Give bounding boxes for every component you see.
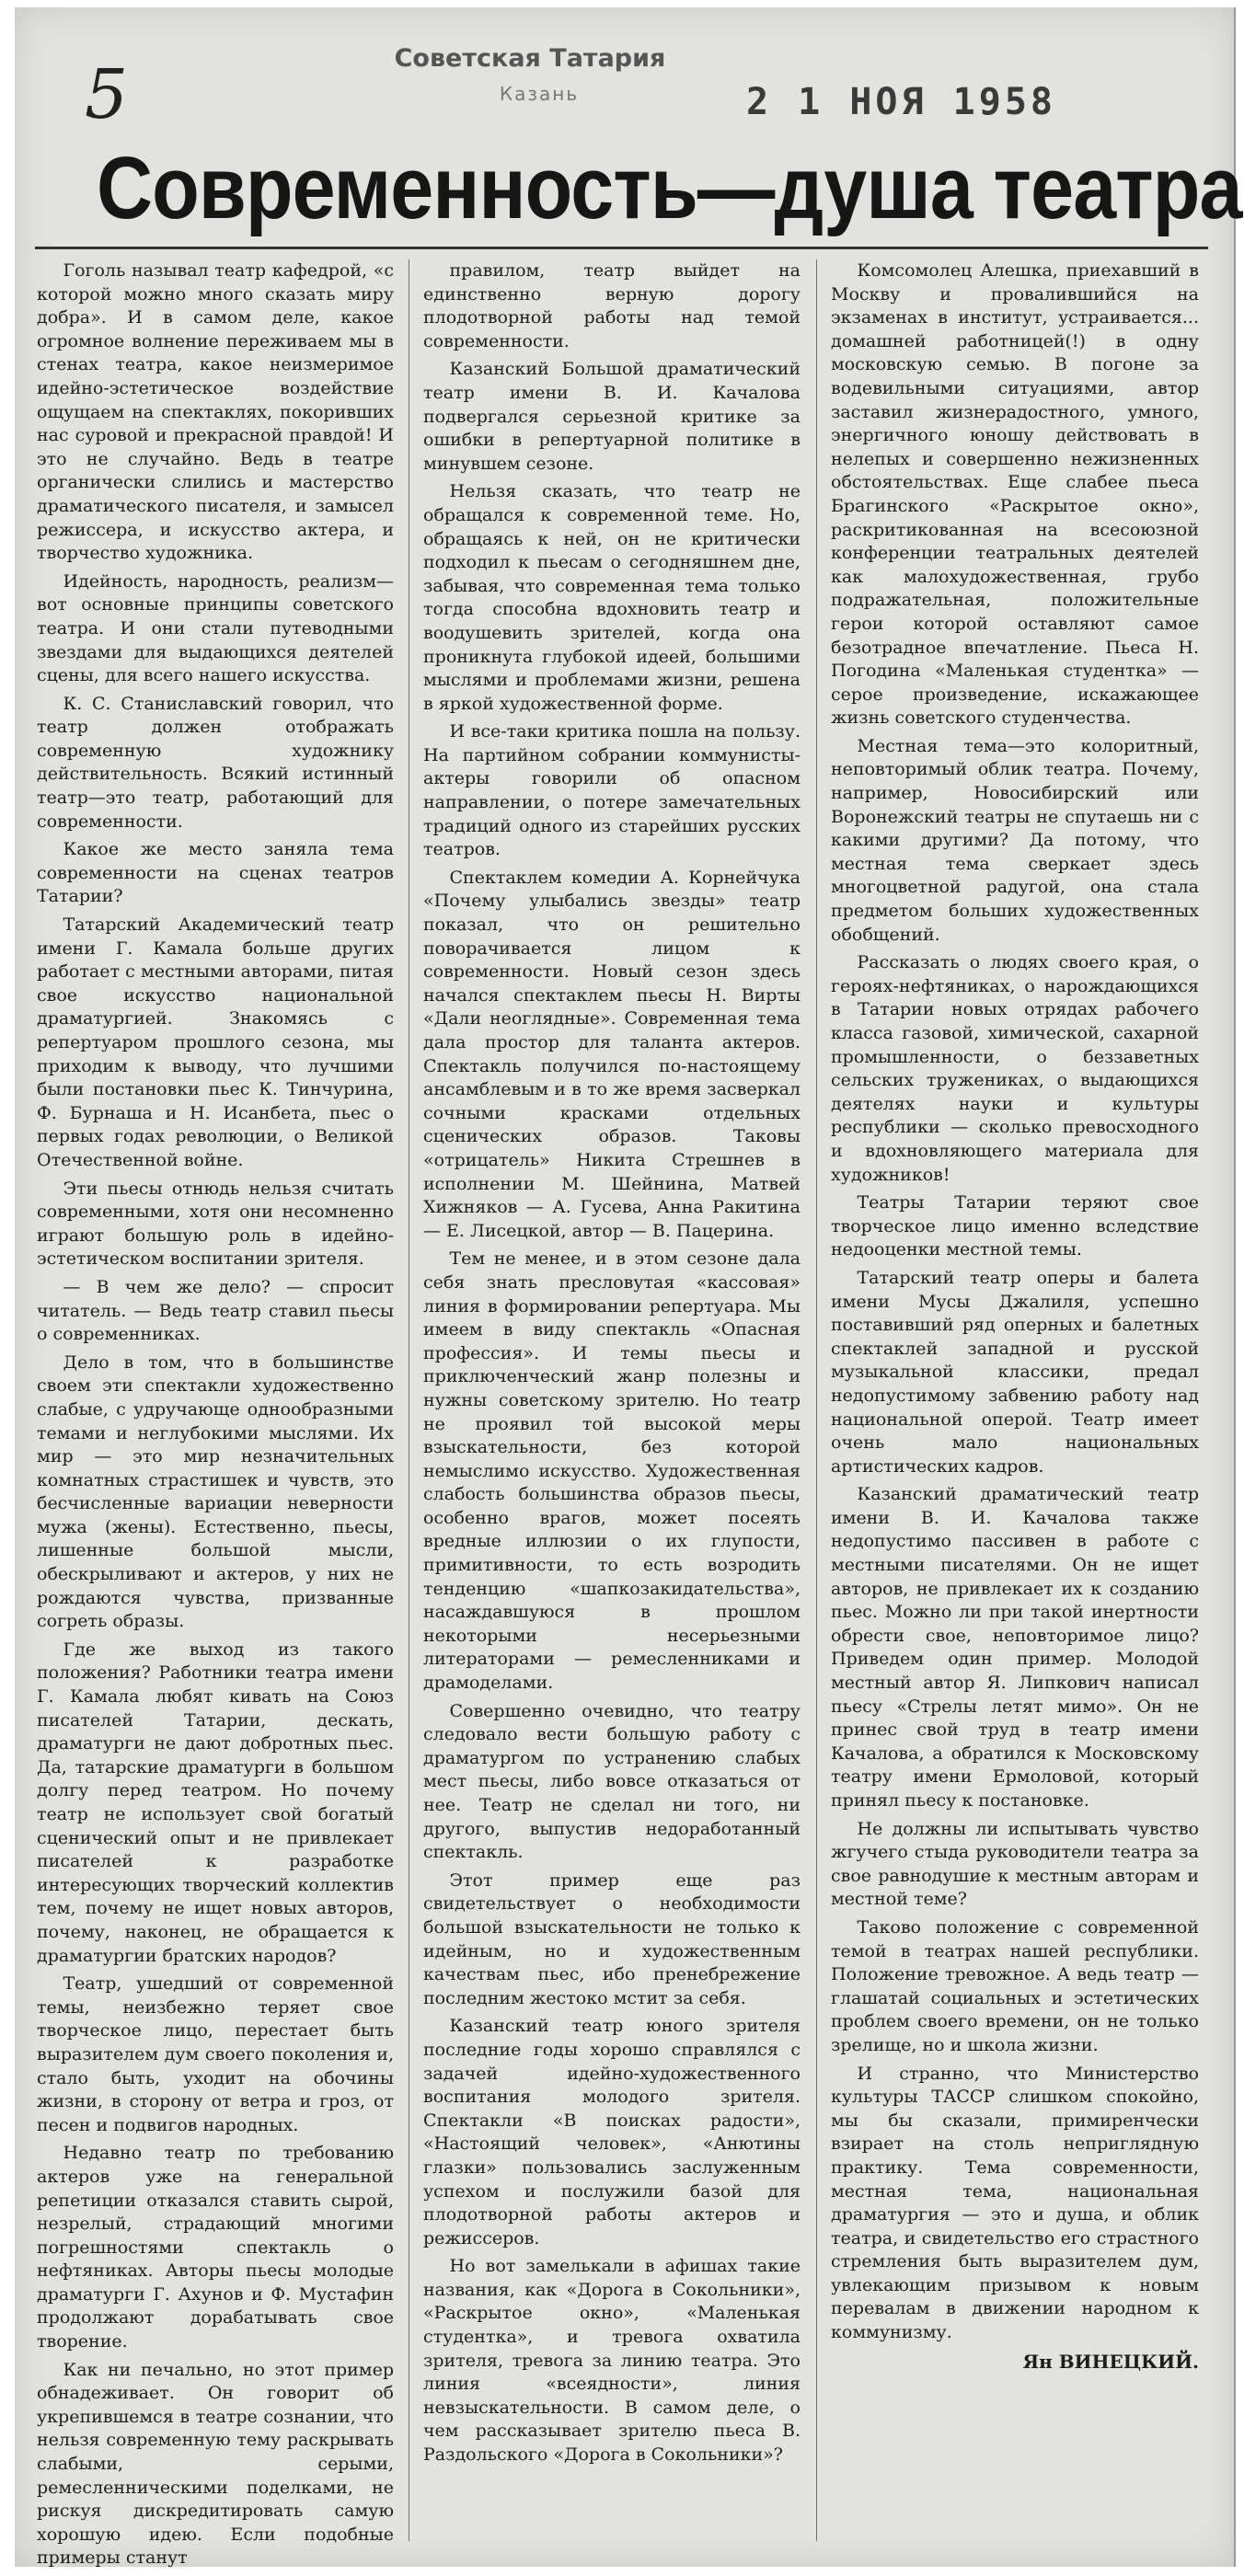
article-paragraph: правилом, театр выйдет на единственно верную дорогу плодотворной работы над темой современности. bbox=[423, 260, 801, 351]
newspaper-masthead: Советская Татария bbox=[394, 44, 666, 73]
article-paragraph: Какое же место заняла тема современности на сценах театров Татарии? bbox=[37, 839, 394, 907]
article-paragraph: Совершенно очевидно, что театру следовало вести большую работу с драматургом по устранению слабых мест пьесы, либо вовсе отказаться от нее. Театр не сделал ни того, ни другого, выпустив недоработанный спектакль. bbox=[423, 1700, 801, 1863]
article-headline: Современность—душа театра bbox=[97, 139, 1242, 237]
article-paragraph: Рассказать о людях своего края, о героях-нефтяниках, о нарождающихся в Татарии новых отрядах рабочего класса газовой, химической, сахарной промышленности, о беззаветных сельских тружениках, о выдающихся деятелях науки и культуры республики — сколько превосходного и вдохновляющего материала для художников! bbox=[831, 952, 1199, 1185]
article-paragraph: Комсомолец Алешка, приехавший в Москву и провалившийся на экзаменах в институт, устраивается... домашней работницей(!) в одну московскую семью. В погоне за водевильными ситуациями, автор заставил жизнерадостного, умного, энергичного юношу действовать в нелепых и совершенно нежизненных обстоятельствах. Еще слабее пьеса Брагинского «Раскрытое окно», раскритикованная на всесоюзной конференции театральных деятелей как малохудожественная, грубо подражательная, положительные герои которой оставляют самое безотрадное впечатление. Пьеса Н. Погодина «Маленькая студентка» — серое произведение, искажающее жизнь советского студенчества. bbox=[831, 260, 1199, 729]
article-paragraph: Где же выход из такого положения? Работники театра имени Г. Камала любят кивать на Союз писателей Татарии, дескать, драматурги не дают добротных пьес. Да, татарские драматурги в большом долгу перед театром. Но почему театр не использует свой богатый сценический опыт и не привлекает писателей к разработке интересующих творческий коллектив тем, почему не ищет новых авторов, почему, наконец, не обращается к драматургии братских народов? bbox=[37, 1639, 394, 1966]
article-paragraph: Татарский театр оперы и балета имени Мусы Джалиля, успешно поставивший ряд оперных и балетных спектаклей западной и русской музыкальной классики, предал недопустимому забвению работу над национальной оперой. Театр имеет очень мало национальных артистических кадров. bbox=[831, 1267, 1199, 1477]
article-paragraph: Не должны ли испытывать чувство жгучего стыда руководители театра за свое равнодушие к местным авторам и местной теме? bbox=[831, 1818, 1199, 1910]
article-paragraph: Эти пьесы отнюдь нельзя считать современными, хотя они несомненно играют большую роль в идейно-эстетическом воспитании зрителя. bbox=[37, 1178, 394, 1270]
article-paragraph: — В чем же дело? — спросит читатель. — Ведь театр ставил пьесы о современниках. bbox=[37, 1276, 394, 1345]
city-line: Казань bbox=[499, 83, 580, 105]
article-paragraph: Дело в том, что в большинстве своем эти спектакли художественно слабые, с удручающе однообразными темами и неглубокими мыслями. Их мир — это мир незначительных комнатных страстишек и чувств, это бесчисленные вариации неверности мужа (жены). Естественно, пьесы, лишенные большой мысли, обескрыливают и актеров, у них не рождаются чувства, призванные согреть образы. bbox=[37, 1351, 394, 1632]
article-paragraph: Казанский театр юного зрителя последние годы хорошо справлялся с задачей идейно-художественного воспитания молодого зрителя. Спектакли «В поисках радости», «Настоящий человек», «Анютины глазки» пользовались заслуженным успехом и послужили базой для плодотворной работы актеров и режиссеров. bbox=[423, 2016, 801, 2248]
article-paragraph: К. С. Станиславский говорил, что театр должен отображать современную художнику действительность. Всякий истинный театр—это театр, работающий для современности. bbox=[37, 693, 394, 832]
article-paragraph: Гоголь называл театр кафедрой, «с которой можно много сказать миру добра». И в самом деле, какое огромное волнение переживаем мы в стенах театра, какое неизмеримое идейно-эстетическое воздействие ощущаем на спектаклях, покоривших нас суровой и прекрасной правдой! И это не случайно. Ведь в театре органически слились и мастерство драматического писателя, и замысел режиссера, и искусство актера, и творчество художника. bbox=[37, 260, 394, 564]
article-paragraph: Идейность, народность, реализм— вот основные принципы советского театра. И они стали путеводными звездами для выдающихся деятелей сцены, для всего нашего искусства. bbox=[37, 570, 394, 686]
article-paragraph: Недавно театр по требованию актеров уже на генеральной репетиции отказался ставить сырой, незрелый, страдающий многими погрешностями спектакль о нефтяниках. Авторы пьесы молодые драматурги Г. Ахунов и Ф. Мустафин продолжают дорабатывать свое творение. bbox=[37, 2143, 394, 2352]
article-paragraph: Таково положение с современной темой в театрах нашей республики. Положение тревожное. А ведь театр — глашатай социальных и эстетических проблем своего времени, он не только зрелище, но и школа жизни. bbox=[831, 1916, 1199, 2055]
date-stamp: 2 1 НОЯ 1958 bbox=[746, 81, 1056, 123]
article-paragraph: Но вот замелькали в афишах такие названия, как «Дорога в Сокольники», «Раскрытое окно», «Маленькая студентка», и тревога охватила зрителя, тревога за линию театра. Это линия «всеядности», линия невзыскательности. В самом деле, о чем рассказывает зрителю пьеса В. Раздольского «Дорога в Сокольники»? bbox=[423, 2256, 801, 2466]
article-paragraph: Нельзя сказать, что театр не обращался к современной теме. Но, обращаясь к ней, он не критически подходил к пьесам о сегодняшнем дне, забывая, что современная тема только тогда способна вдохновить театр и воодушевить зрителей, когда она проникнута глубокой идеей, большими мыслями и проблемами жизни, решена в яркой художественной форме. bbox=[423, 481, 801, 714]
article-column-2 bbox=[423, 259, 801, 2541]
article-paragraph: Театры Татарии теряют свое творческое лицо именно вследствие недооценки местной темы. bbox=[831, 1192, 1199, 1260]
article-column-1 bbox=[37, 259, 394, 2569]
handwritten-note: 5 bbox=[85, 55, 129, 134]
article-paragraph: И все-таки критика пошла на пользу. На партийном собрании коммунисты-актеры говорили об опасном направлении, о потере замечательных традиций одного из старейших русских театров. bbox=[423, 721, 801, 860]
article-paragraph: Театр, ушедший от современной темы, неизбежно теряет свое творческое лицо, перестает быть выразителем дум своего поколения и, стало быть, уходит на обочины жизни, в сторону от ветра и гроз, от песен и подвигов народных. bbox=[37, 1973, 394, 2135]
article-paragraph: Этот пример еще раз свидетельствует о необходимости большой взыскательности не только к идейным, но и художественным качествам пьес, ибо пренебрежение последним жестоко мстит за себя. bbox=[423, 1869, 801, 2008]
article-paragraph: Казанский драматический театр имени В. И. Качалова также недопустимо пассивен в работе с местными писателями. Он не ищет авторов, не привлекает их к созданию пьес. Можно ли при такой инертности обрести свое, неповторимое лицо? Приведем один пример. Молодой местный автор Я. Липкович написал пьесу «Стрелы летят мимо». Он не принес свой труд в театр имени Качалова, а обратился к Московскому театру имени Ермоловой, который принял пьесу к постановке. bbox=[831, 1484, 1199, 1811]
article-paragraph: Казанский Большой драматический театр имени В. И. Качалова подвергался серьезной критике за ошибки в репертуарной политике в минувшем сезоне. bbox=[423, 359, 801, 474]
article-paragraph: Как ни печально, но этот пример обнадеживает. Он говорит об укрепившемся в театре сознании, что нельзя современную тему раскрывать слабыми, серыми, ремесленническими поделками, не рискуя дискредитировать самую хорошую идею. Если подобные примеры станут bbox=[37, 2359, 394, 2569]
article-paragraph: Тем не менее, и в этом сезоне дала себя знать пресловутая «кассовая» линия в формировании репертуара. Мы имеем в виду спектакль «Опасная профессия». И темы пьесы и приключенческий жанр полезны и нужны советскому зрителю. Но театр не проявил той высокой меры взыскательности, без которой немыслимо искусство. Художественная слабость большинства образов пьесы, особенно врагов, может посеять вредные иллюзии о их глупости, примитивности, то есть возродить тенденцию «шапкозакидательства», насаждавшуюся в прошлом некоторыми несерьезными литераторами — ремесленниками и драмоделами. bbox=[423, 1248, 801, 1694]
column-divider bbox=[816, 259, 817, 2541]
author-signature: Ян ВИНЕЦКИЙ. bbox=[1022, 2350, 1199, 2373]
article-paragraph: Спектаклем комедии А. Корнейчука «Почему улыбались звезды» театр показал, что он решительно поворачивается лицом к современности. Новый сезон здесь начался спектаклем пьесы Н. Вирты «Дали неоглядные». Современная тема дала простор для таланта актеров. Спектакль получился по-настоящему ансамблевым и в то же время засверкал сочными красками отдельных сценических образов. Таковы «отрицатель» Никита Стрешнев в исполнении М. Шейнина, Матвей Хижняков — А. Гусева, Анна Ракитина — Е. Лисецкой, автор — В. Пацерина. bbox=[423, 867, 801, 1241]
article-paragraph: Местная тема—это колоритный, неповторимый облик театра. Почему, например, Новосибирский или Воронежский театры не спутаешь ни с какими другими? Да потому, что местная тема сверкает здесь многоцветной радугой, она стала предметом больших художественных обобщений. bbox=[831, 735, 1199, 945]
article-paragraph: И странно, что Министерство культуры ТАССР слишком спокойно, мы бы сказали, примиренчески взирает на столь неприглядную практику. Тема современности, местная тема, национальная драматургия — это и душа, и облик театра, и свидетельство его страстного стремления быть выразителем дум, увлекающим призывом к новым перевалам в движении народном к коммунизму. bbox=[831, 2063, 1199, 2343]
headline-rule bbox=[35, 247, 1208, 249]
article-paragraph: Татарский Академический театр имени Г. Камала больше других работает с местными авторами, питая свое искусство национальной драматургией. Знакомясь с репертуаром прошлого сезона, мы приходим к выводу, что лучшими были постановки пьес К. Тинчурина, Ф. Бурнаша и Н. Исанбета, пьес о первых годах революции, о Великой Отечественной войне. bbox=[37, 914, 394, 1170]
article-column-3 bbox=[831, 259, 1199, 2541]
